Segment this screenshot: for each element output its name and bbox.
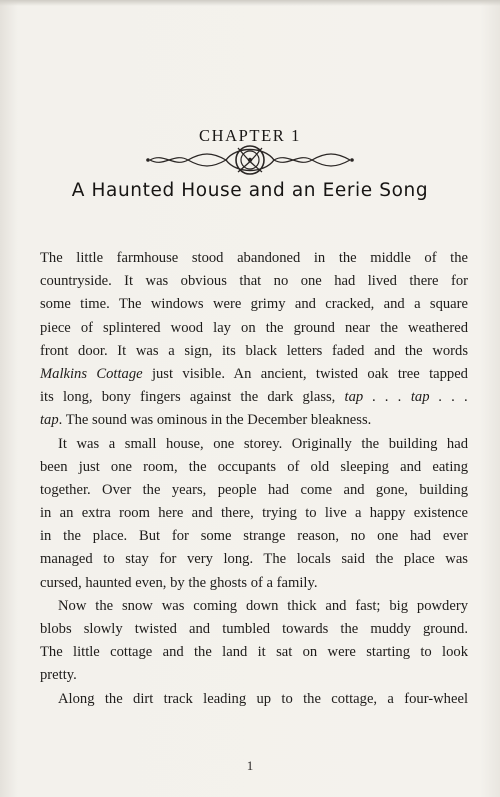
text-line: [40, 479, 468, 502]
text-run: pretty.: [40, 667, 77, 684]
text-run: been just one room, the occupants of old sleeping and eating: [40, 458, 468, 475]
page-number: 1: [246, 758, 254, 773]
text-run: . The sound was ominous in the December bleakness.: [58, 412, 372, 429]
text-run: It was a small house, one storey. Originally the building had: [58, 435, 468, 452]
text-run: managed to stay for very long. The locals said the place was: [40, 551, 468, 568]
text-line: [40, 525, 468, 548]
text-run: just visible. An ancient, twisted oak tree tapped: [142, 365, 468, 382]
text-line: [40, 572, 468, 595]
text-line: [40, 433, 468, 456]
italic-text: tap: [40, 412, 59, 429]
text-line: [40, 317, 468, 340]
text-line: [40, 456, 468, 479]
text-line: [40, 664, 468, 687]
text-line: [40, 363, 468, 386]
text-line: [40, 293, 468, 316]
chapter-body-text: [40, 247, 468, 711]
italic-text: Malkins Cottage: [40, 365, 143, 382]
text-run: together. Over the years, people had come and gone, building: [40, 481, 468, 498]
text-run: its long, bony fingers against the dark glass,: [40, 389, 345, 406]
text-run: The little cottage and the land it sat on were starting to look: [40, 644, 468, 661]
page-top-edge-shadow: [0, 0, 500, 6]
text-run: piece of splintered wood lay on the ground near the weathered: [40, 319, 468, 336]
text-run: Along the dirt track leading up to the cottage, a four-wheel: [58, 690, 468, 707]
text-line: [40, 618, 468, 641]
text-line: [40, 688, 468, 711]
text-run: front door. It was a sign, its black letters faded and the words: [40, 342, 468, 359]
text-run: in the place. But for some strange reason, no one had ever: [40, 528, 468, 545]
text-line: [40, 247, 468, 270]
chapter-label: CHAPTER 1: [199, 126, 301, 145]
text-line: [40, 340, 468, 363]
text-run: some time. The windows were grimy and cracked, and a square: [40, 296, 468, 313]
text-line: [40, 641, 468, 664]
text-run: in an extra room here and there, trying to live a happy existence: [40, 505, 468, 522]
text-run: cursed, haunted even, by the ghosts of a family.: [40, 574, 318, 591]
text-line: [40, 595, 468, 618]
chapter-ornament-icon: [144, 140, 356, 180]
text-line: [40, 409, 468, 432]
text-run: The little farmhouse stood abandoned in the middle of the: [40, 250, 468, 266]
italic-text: tap . . . tap . . .: [344, 389, 468, 406]
text-line: [40, 502, 468, 525]
text-run: countryside. It was obvious that no one had lived there for: [40, 273, 468, 290]
chapter-title: A Haunted House and an Eerie Song: [71, 180, 429, 201]
text-run: blobs slowly twisted and tumbled towards the muddy ground.: [40, 621, 468, 637]
text-run: Now the snow was coming down thick and fast; big powdery: [58, 597, 468, 614]
text-line: [40, 386, 468, 409]
text-line: [40, 548, 468, 571]
text-line: [40, 270, 468, 293]
